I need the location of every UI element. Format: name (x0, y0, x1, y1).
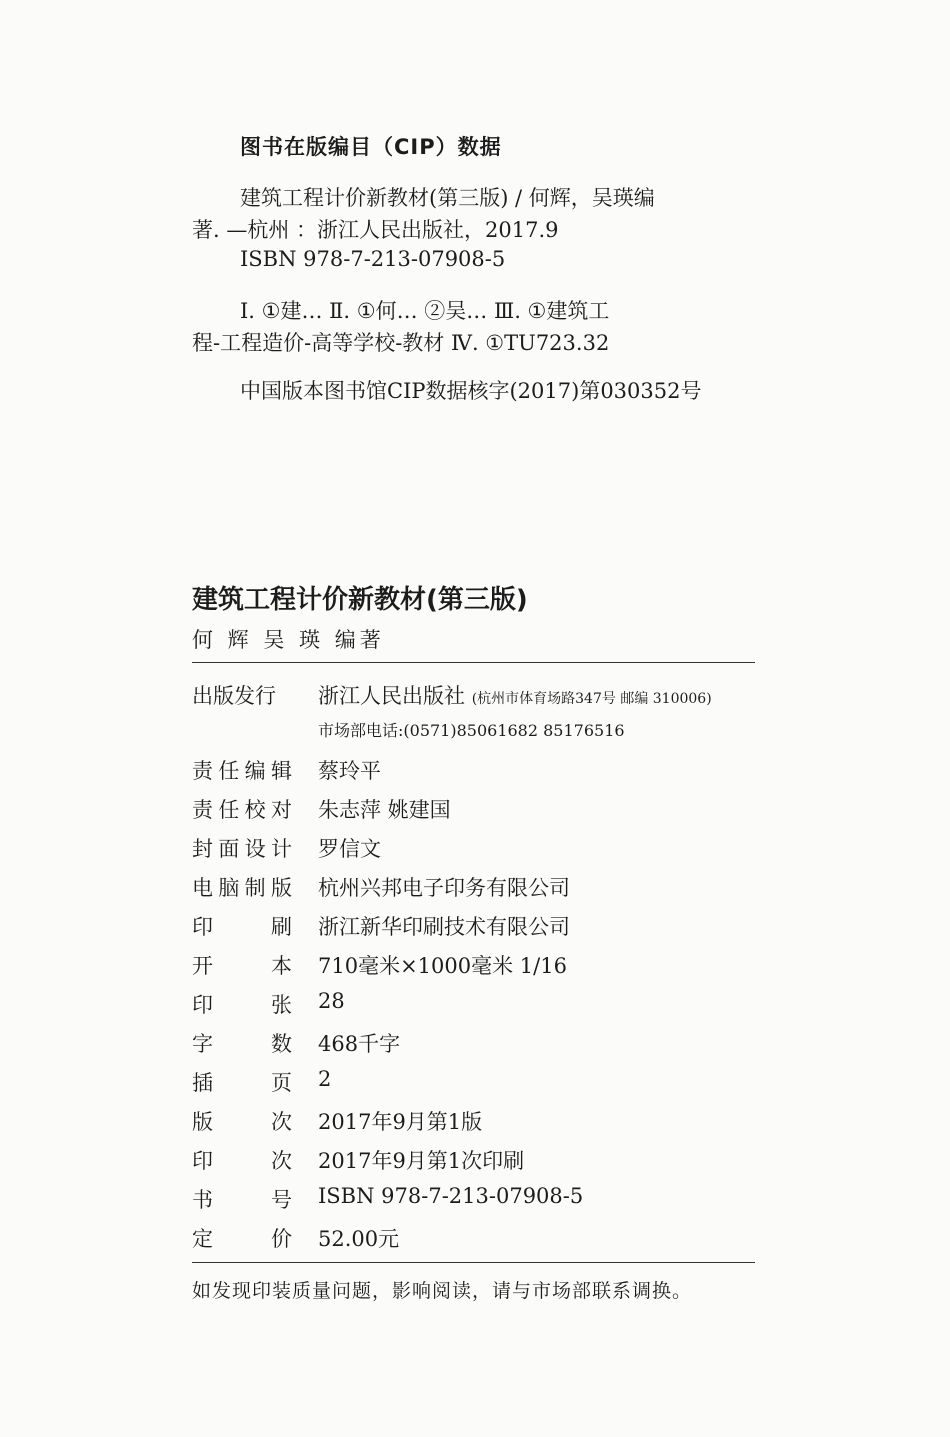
row-label-char: 编 (244, 759, 266, 783)
publisher-name (318, 680, 712, 710)
book-title: 建筑工程计价新教材(第三版) (192, 585, 528, 615)
row-label-char: 印 (192, 1149, 213, 1173)
row-value: 蔡玲平 (318, 759, 381, 783)
row-label-char: 任 (218, 798, 240, 822)
cip-line-3: ISBN 978-7-213-07908-5 (240, 247, 506, 271)
row-label-char: 责 (192, 798, 213, 822)
quality-notice: 如发现印装质量问题，影响阅读，请与市场部联系调换。 (192, 1280, 693, 1302)
row-label (192, 1106, 292, 1136)
row-label-char: 插 (192, 1071, 213, 1095)
cip-line-1: 建筑工程计价新教材(第三版) / 何辉，吴瑛编 (240, 186, 655, 210)
row-label-char: 校 (244, 798, 266, 822)
cip-line-6: 中国版本图书馆CIP数据核字(2017)第030352号 (240, 379, 702, 403)
row-value: 28 (318, 989, 345, 1013)
row-label-char: 设 (244, 837, 266, 861)
row-label-char: 电 (192, 876, 213, 900)
row-label (192, 872, 292, 902)
cip-line-4: Ⅰ. ①建… Ⅱ. ①何… ②吴… Ⅲ. ①建筑工 (240, 299, 610, 323)
row-label (192, 794, 292, 824)
row-label (192, 833, 292, 863)
row-value: 2017年9月第1版 (318, 1110, 483, 1134)
row-label-char: 版 (192, 1110, 213, 1134)
row-label (192, 950, 292, 980)
row-label-char: 封 (192, 837, 213, 861)
publisher-name-text: 浙江人民出版社 (318, 684, 465, 708)
publisher-phone: 市场部电话:(0571)85061682 85176516 (318, 721, 625, 740)
row-value: 罗信文 (318, 837, 381, 861)
row-label (192, 911, 292, 941)
row-label-char: 开 (192, 954, 213, 978)
row-label-char: 计 (270, 837, 292, 861)
row-label-char: 本 (271, 954, 292, 978)
publisher-address: (杭州市体育场路347号 邮编 310006) (471, 691, 712, 707)
row-label-char: 张 (271, 993, 292, 1017)
row-value: 2 (318, 1067, 332, 1091)
row-label (192, 1145, 292, 1175)
cip-line-5: 程-工程造价-高等学校-教材 Ⅳ. ①TU723.32 (192, 331, 610, 355)
row-label-char: 次 (271, 1110, 292, 1134)
book-authors: 何 辉 吴 瑛 编著 (192, 628, 385, 652)
publisher-label: 出版发行 (192, 684, 276, 708)
row-value: 杭州兴邦电子印务有限公司 (318, 876, 570, 900)
row-value: 浙江新华印刷技术有限公司 (318, 915, 570, 939)
row-label-char: 版 (270, 876, 292, 900)
row-value: 2017年9月第1次印刷 (318, 1149, 525, 1173)
row-label-char: 数 (271, 1032, 292, 1056)
row-label-char: 印 (192, 993, 213, 1017)
row-value: 朱志萍 姚建国 (318, 798, 451, 822)
row-label (192, 755, 292, 785)
row-label-char: 页 (271, 1071, 292, 1095)
row-label-char: 制 (244, 876, 266, 900)
cip-line-2: 著. —杭州 ：浙江人民出版社，2017.9 (192, 218, 559, 242)
top-rule (192, 662, 755, 663)
row-label-char: 辑 (270, 759, 292, 783)
row-value: 710毫米×1000毫米 1/16 (318, 954, 567, 978)
row-label-char: 责 (192, 759, 213, 783)
row-label (192, 1184, 292, 1214)
row-label-char: 号 (271, 1188, 292, 1212)
row-label-char: 对 (270, 798, 292, 822)
row-label-char: 定 (192, 1227, 213, 1251)
row-value: ISBN 978-7-213-07908-5 (318, 1184, 584, 1208)
row-label-char: 价 (271, 1227, 292, 1251)
row-label-char: 印 (192, 915, 213, 939)
row-label-char: 刷 (271, 915, 292, 939)
row-label-char: 字 (192, 1032, 213, 1056)
row-label (192, 989, 292, 1019)
row-value: 52.00元 (318, 1227, 400, 1251)
row-label-char: 任 (218, 759, 240, 783)
cip-heading: 图书在版编目（CIP）数据 (240, 135, 502, 159)
row-label-char: 次 (271, 1149, 292, 1173)
bottom-rule (192, 1262, 755, 1263)
row-label-char: 面 (218, 837, 240, 861)
row-label (192, 1223, 292, 1253)
row-label (192, 1028, 292, 1058)
row-value: 468千字 (318, 1032, 401, 1056)
row-label-char: 脑 (218, 876, 240, 900)
row-label (192, 1067, 292, 1097)
row-label-char: 书 (192, 1188, 213, 1212)
